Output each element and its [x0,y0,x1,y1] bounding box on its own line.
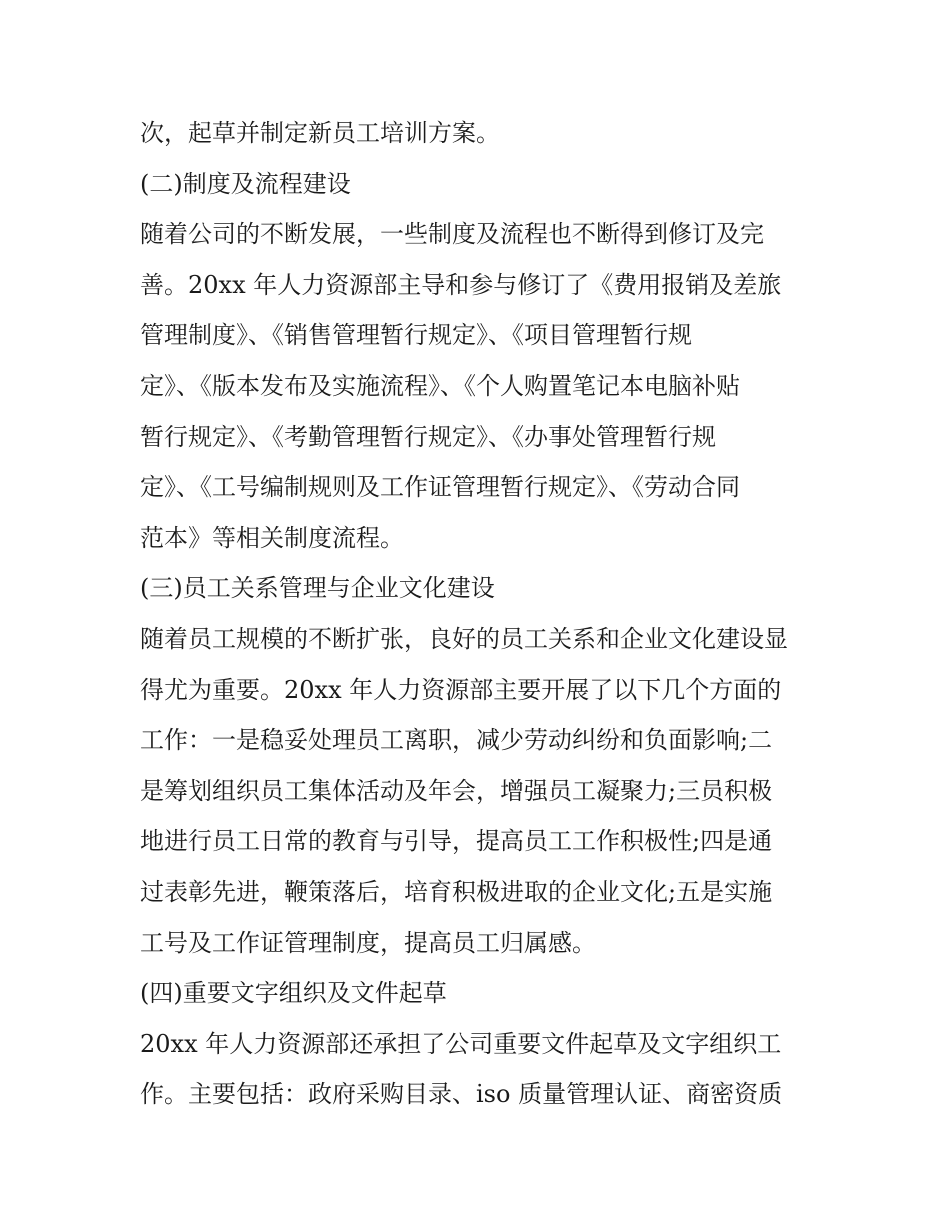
section-heading: (二)制度及流程建设 [140,169,351,198]
text-line: 工作：一是稳妥处理员工离职，减少劳动纠纷和负面影响;二 [140,726,773,755]
text-line: 作。主要包括：政府采购目录、iso 质量管理认证、商密资质 [140,1080,783,1109]
text-line: 随着员工规模的不断扩张，良好的员工关系和企业文化建设显 [140,624,788,653]
text-line: 善。20xx 年人力资源部主导和参与修订了《费用报销及差旅 [140,270,782,299]
text-line: 定》、《版本发布及实施流程》、《个人购置笔记本电脑补贴 [140,371,740,400]
text-line: 次，起草并制定新员工培训方案。 [140,119,500,147]
section-heading: (三)员工关系管理与企业文化建设 [140,574,495,603]
text-line: 随着公司的不断发展，一些制度及流程也不断得到修订及完 [140,220,764,249]
text-line: 20xx 年人力资源部还承担了公司重要文件起草及文字组织工 [140,1029,782,1058]
document-body [140,108,815,1120]
section-heading: (四)重要文字组织及文件起草 [140,979,447,1008]
text-line: 范本》等相关制度流程。 [140,523,404,552]
text-line: 管理制度》、《销售管理暂行规定》、《项目管理暂行规 [140,321,692,350]
text-line: 工号及工作证管理制度，提高员工归属感。 [140,928,596,957]
text-line: 是筹划组织员工集体活动及年会，增强员工凝聚力;三员积极 [140,776,773,805]
text-line: 地进行员工日常的教育与引导，提高员工工作积极性;四是通 [140,827,773,856]
text-line: 得尤为重要。20xx 年人力资源部主要开展了以下几个方面的 [140,675,782,704]
text-line: 过表彰先进，鞭策落后，培育积极进取的企业文化;五是实施 [140,877,773,906]
text-line: 暂行规定》、《考勤管理暂行规定》、《办事处管理暂行规 [140,422,716,451]
text-line: 定》、《工号编制规则及工作证管理暂行规定》、《劳动合同 [140,473,740,502]
